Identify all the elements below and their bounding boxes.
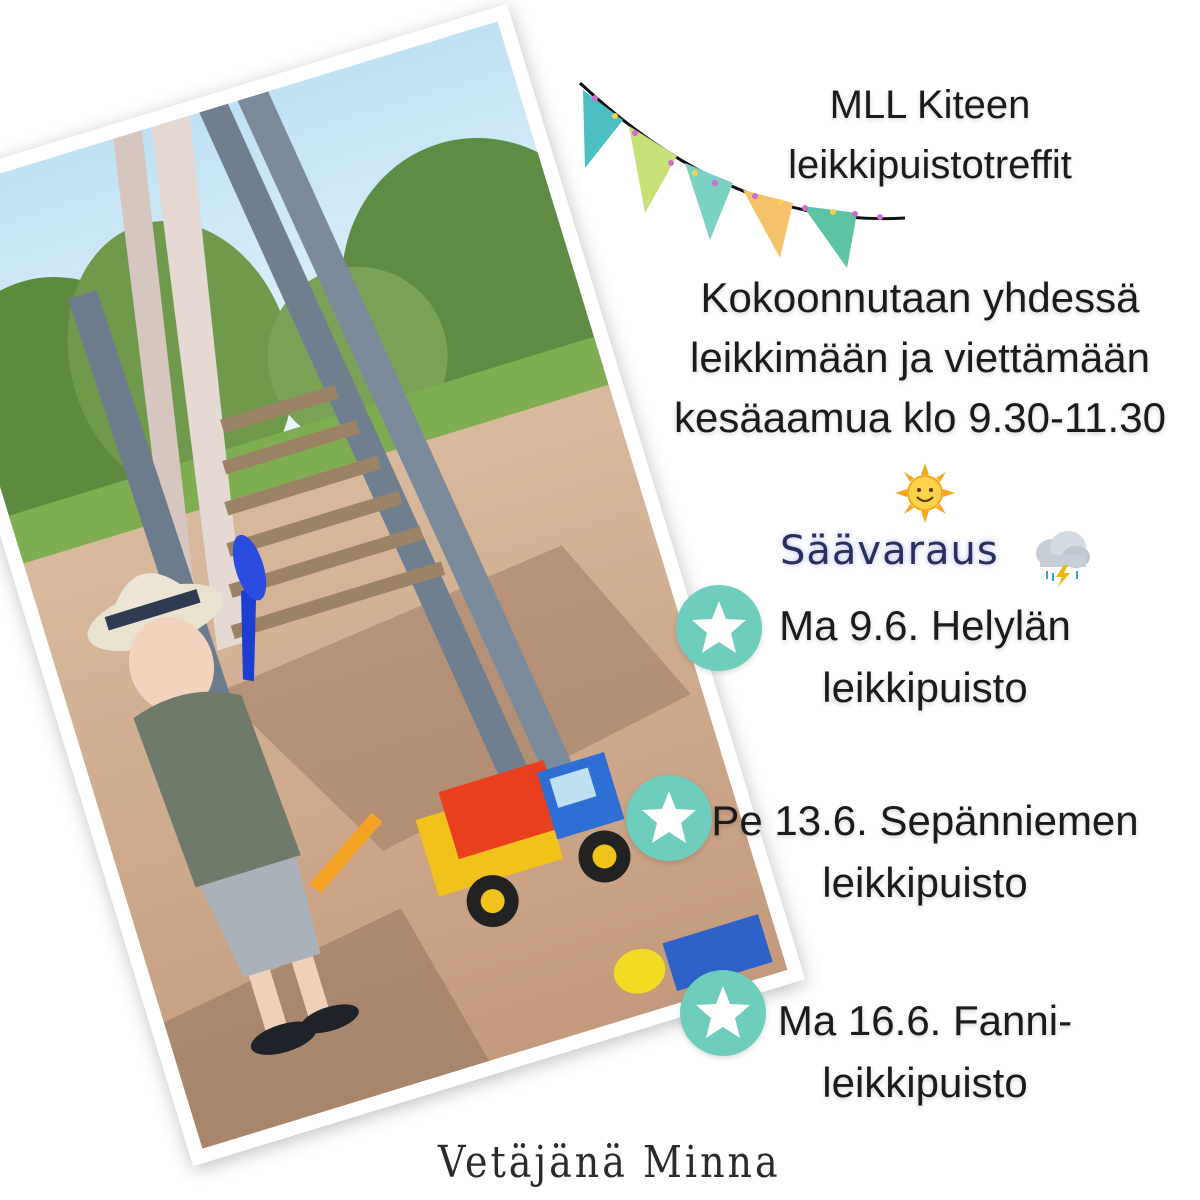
event-item-1 [755,595,1095,719]
event-2-line-1: Pe 13.6. Sepänniemen [711,797,1139,844]
title-line-2: leikkipuistotreffit [788,143,1072,187]
star-icon [680,970,766,1056]
signature-text: Vetäjänä Minna [438,1136,781,1188]
weather-reserve-label: Säävaraus [780,528,999,574]
event-item-2 [700,790,1150,914]
event-3-line-2: leikkipuisto [822,1059,1028,1106]
event-1-line-1: Ma 9.6. Helylän [779,602,1071,649]
sun-icon [895,463,955,523]
star-icon [676,585,762,671]
event-3-line-1: Ma 16.6. Fanni- [777,997,1073,1044]
intro-line-3: kesäaamua klo 9.30-11.30 [674,394,1166,441]
event-item-3 [765,990,1085,1114]
intro-line-1: Kokoonnutaan yhdessä [700,274,1140,321]
event-title [700,75,1160,195]
intro-text [650,268,1190,448]
event-1-line-2: leikkipuisto [822,664,1028,711]
event-2-line-2: leikkipuisto [822,859,1028,906]
storm-cloud-icon [1030,527,1094,587]
intro-line-2: leikkimään ja viettämään [690,334,1150,381]
title-line-1: MLL Kiteen [829,83,1031,127]
